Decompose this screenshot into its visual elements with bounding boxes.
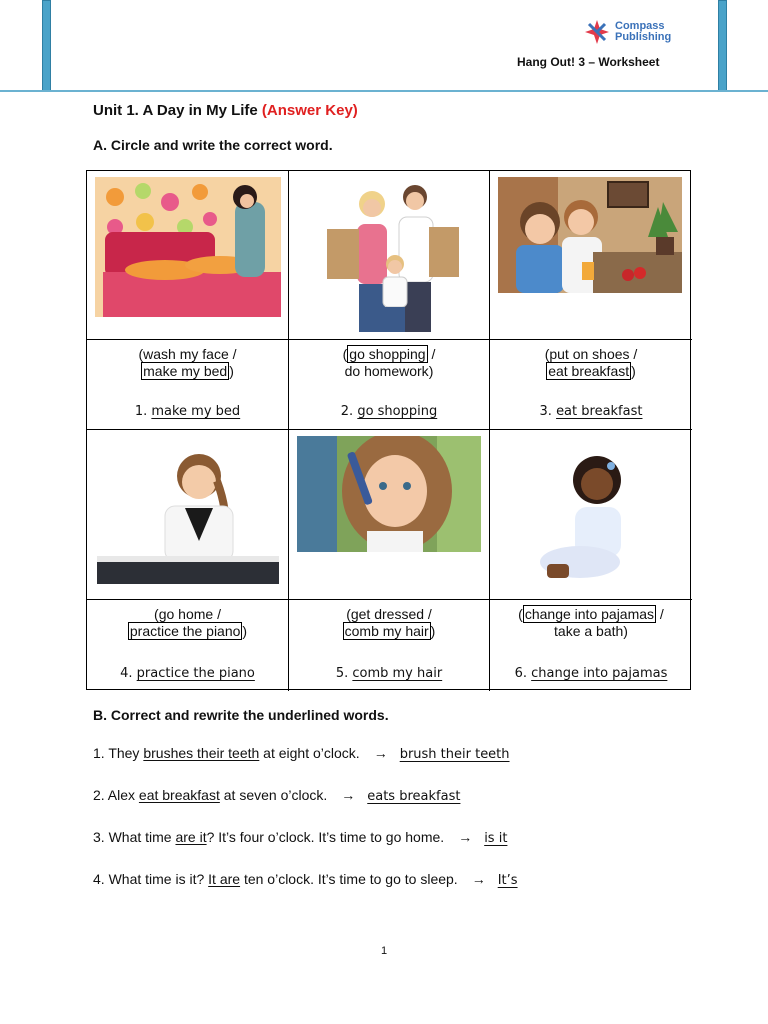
item-number: 3. — [539, 404, 552, 419]
comb-hair-picture — [297, 436, 481, 552]
choice-option[interactable]: get dressed — [350, 606, 425, 622]
written-answer[interactable]: make my bed — [151, 404, 241, 419]
answer-line-4 — [87, 666, 288, 681]
go-shopping-picture — [317, 179, 467, 334]
rewrite-answer[interactable]: eats breakfast — [367, 789, 461, 804]
sentence-text: ? It’s four o’clock. It’s time to go home. — [206, 829, 445, 845]
underlined-words: are it — [175, 829, 207, 845]
picture-cell-5 — [289, 430, 490, 600]
underlined-words: brushes their teeth — [143, 745, 260, 761]
answer-line-2 — [289, 404, 489, 419]
sentence-text: 4. What time is it? — [93, 871, 209, 887]
choice-option[interactable]: wash my face — [143, 346, 229, 362]
section-a-instruction: A. Circle and write the correct word. — [93, 137, 333, 153]
item-number: 1. — [134, 404, 148, 419]
written-answer[interactable]: change into pajamas — [531, 666, 668, 681]
choice-option-circled[interactable]: make my bed — [143, 363, 228, 379]
underlined-words: It are — [208, 871, 241, 887]
arrow-icon: → — [471, 871, 486, 887]
rewrite-answer[interactable]: is it — [484, 831, 508, 846]
sentence-text: ten o’clock. It’s time to go to sleep. — [240, 871, 458, 887]
written-answer[interactable]: go shopping — [357, 404, 438, 419]
rewrite-line-2 — [93, 787, 460, 804]
unit-title — [93, 102, 358, 119]
answer-line-3 — [490, 404, 692, 419]
choice-pair-1: (wash my face / make my bed ) — [138, 346, 237, 379]
section-b-instruction: B. Correct and rewrite the underlined words. — [93, 707, 389, 723]
compass-publishing-logo — [583, 18, 671, 46]
exercise-grid — [86, 170, 691, 690]
sentence-text: 3. What time — [93, 829, 176, 845]
item-number: 6. — [514, 666, 528, 681]
answer-key-label: (Answer Key) — [261, 102, 358, 119]
item-number: 5. — [335, 666, 349, 681]
sentence-text: 2. Alex — [93, 787, 139, 803]
unit-title-text: Unit 1. A Day in My Life — [93, 102, 258, 119]
choice-pair-3: (put on shoes / eat breakfast ) — [544, 346, 638, 379]
choice-option-circled[interactable]: eat breakfast — [548, 363, 630, 379]
rewrite-answer[interactable]: It’s — [497, 873, 518, 888]
choice-option-circled[interactable]: practice the piano — [129, 623, 241, 639]
choice-option-circled[interactable]: go shopping — [349, 346, 426, 362]
sentence-text: at seven o’clock. — [219, 787, 328, 803]
rewrite-line-4 — [93, 871, 518, 888]
compass-star-icon — [583, 18, 611, 46]
choice-option[interactable]: put on shoes — [549, 346, 630, 362]
worksheet-title: Hang Out! 3 – Worksheet — [517, 55, 660, 69]
pajamas-picture — [535, 452, 645, 592]
underlined-words: eat breakfast — [138, 787, 220, 803]
choice-option[interactable]: do homework — [344, 363, 429, 379]
header-right-bar — [718, 0, 727, 91]
written-answer[interactable]: eat breakfast — [556, 404, 643, 419]
choice-cell-4 — [87, 600, 289, 691]
written-answer[interactable]: comb my hair — [352, 666, 443, 681]
picture-cell-2 — [289, 171, 490, 340]
answer-line-6 — [490, 666, 692, 681]
sentence-text: 1. They — [93, 745, 144, 761]
arrow-icon: → — [373, 745, 388, 761]
page-number: 1 — [380, 945, 388, 957]
logo-text-line2: Publishing — [615, 31, 672, 43]
item-number: 4. — [120, 666, 133, 681]
written-answer[interactable]: practice the piano — [136, 666, 255, 681]
rewrite-answer[interactable]: brush their teeth — [399, 747, 510, 762]
sentence-text: at eight o’clock. — [259, 745, 360, 761]
choice-cell-3 — [490, 340, 692, 430]
choice-pair-2: ( go shopping / do homework) — [342, 346, 436, 379]
choice-option[interactable]: take a bath — [554, 623, 624, 639]
header-divider — [0, 90, 768, 92]
make-bed-picture — [95, 177, 281, 317]
choice-option-circled[interactable]: comb my hair — [344, 623, 429, 639]
picture-cell-1 — [87, 171, 289, 340]
item-number: 2. — [340, 404, 354, 419]
answer-line-1 — [87, 404, 288, 419]
choice-pair-4: (go home / practice the piano ) — [129, 606, 248, 639]
picture-cell-3 — [490, 171, 692, 340]
choice-pair-6: ( change into pajamas / take a bath) — [518, 606, 664, 639]
eat-breakfast-picture — [498, 177, 682, 293]
arrow-icon: → — [458, 829, 473, 845]
choice-option[interactable]: go home — [158, 606, 214, 622]
rewrite-line-3 — [93, 829, 507, 846]
logo-text-line1: Compass — [615, 20, 665, 32]
choice-pair-5: (get dressed / comb my hair ) — [344, 606, 436, 639]
answer-line-5 — [289, 666, 489, 681]
rewrite-line-1 — [93, 745, 510, 762]
choice-cell-1 — [87, 340, 289, 430]
choice-cell-2 — [289, 340, 490, 430]
picture-cell-6 — [490, 430, 692, 600]
choice-cell-5 — [289, 600, 490, 691]
choice-cell-6 — [490, 600, 692, 691]
arrow-icon: → — [341, 787, 356, 803]
picture-cell-4 — [87, 430, 289, 600]
choice-option-circled[interactable]: change into pajamas — [524, 606, 655, 622]
header-left-bar — [42, 0, 51, 91]
practice-piano-picture — [95, 446, 281, 586]
